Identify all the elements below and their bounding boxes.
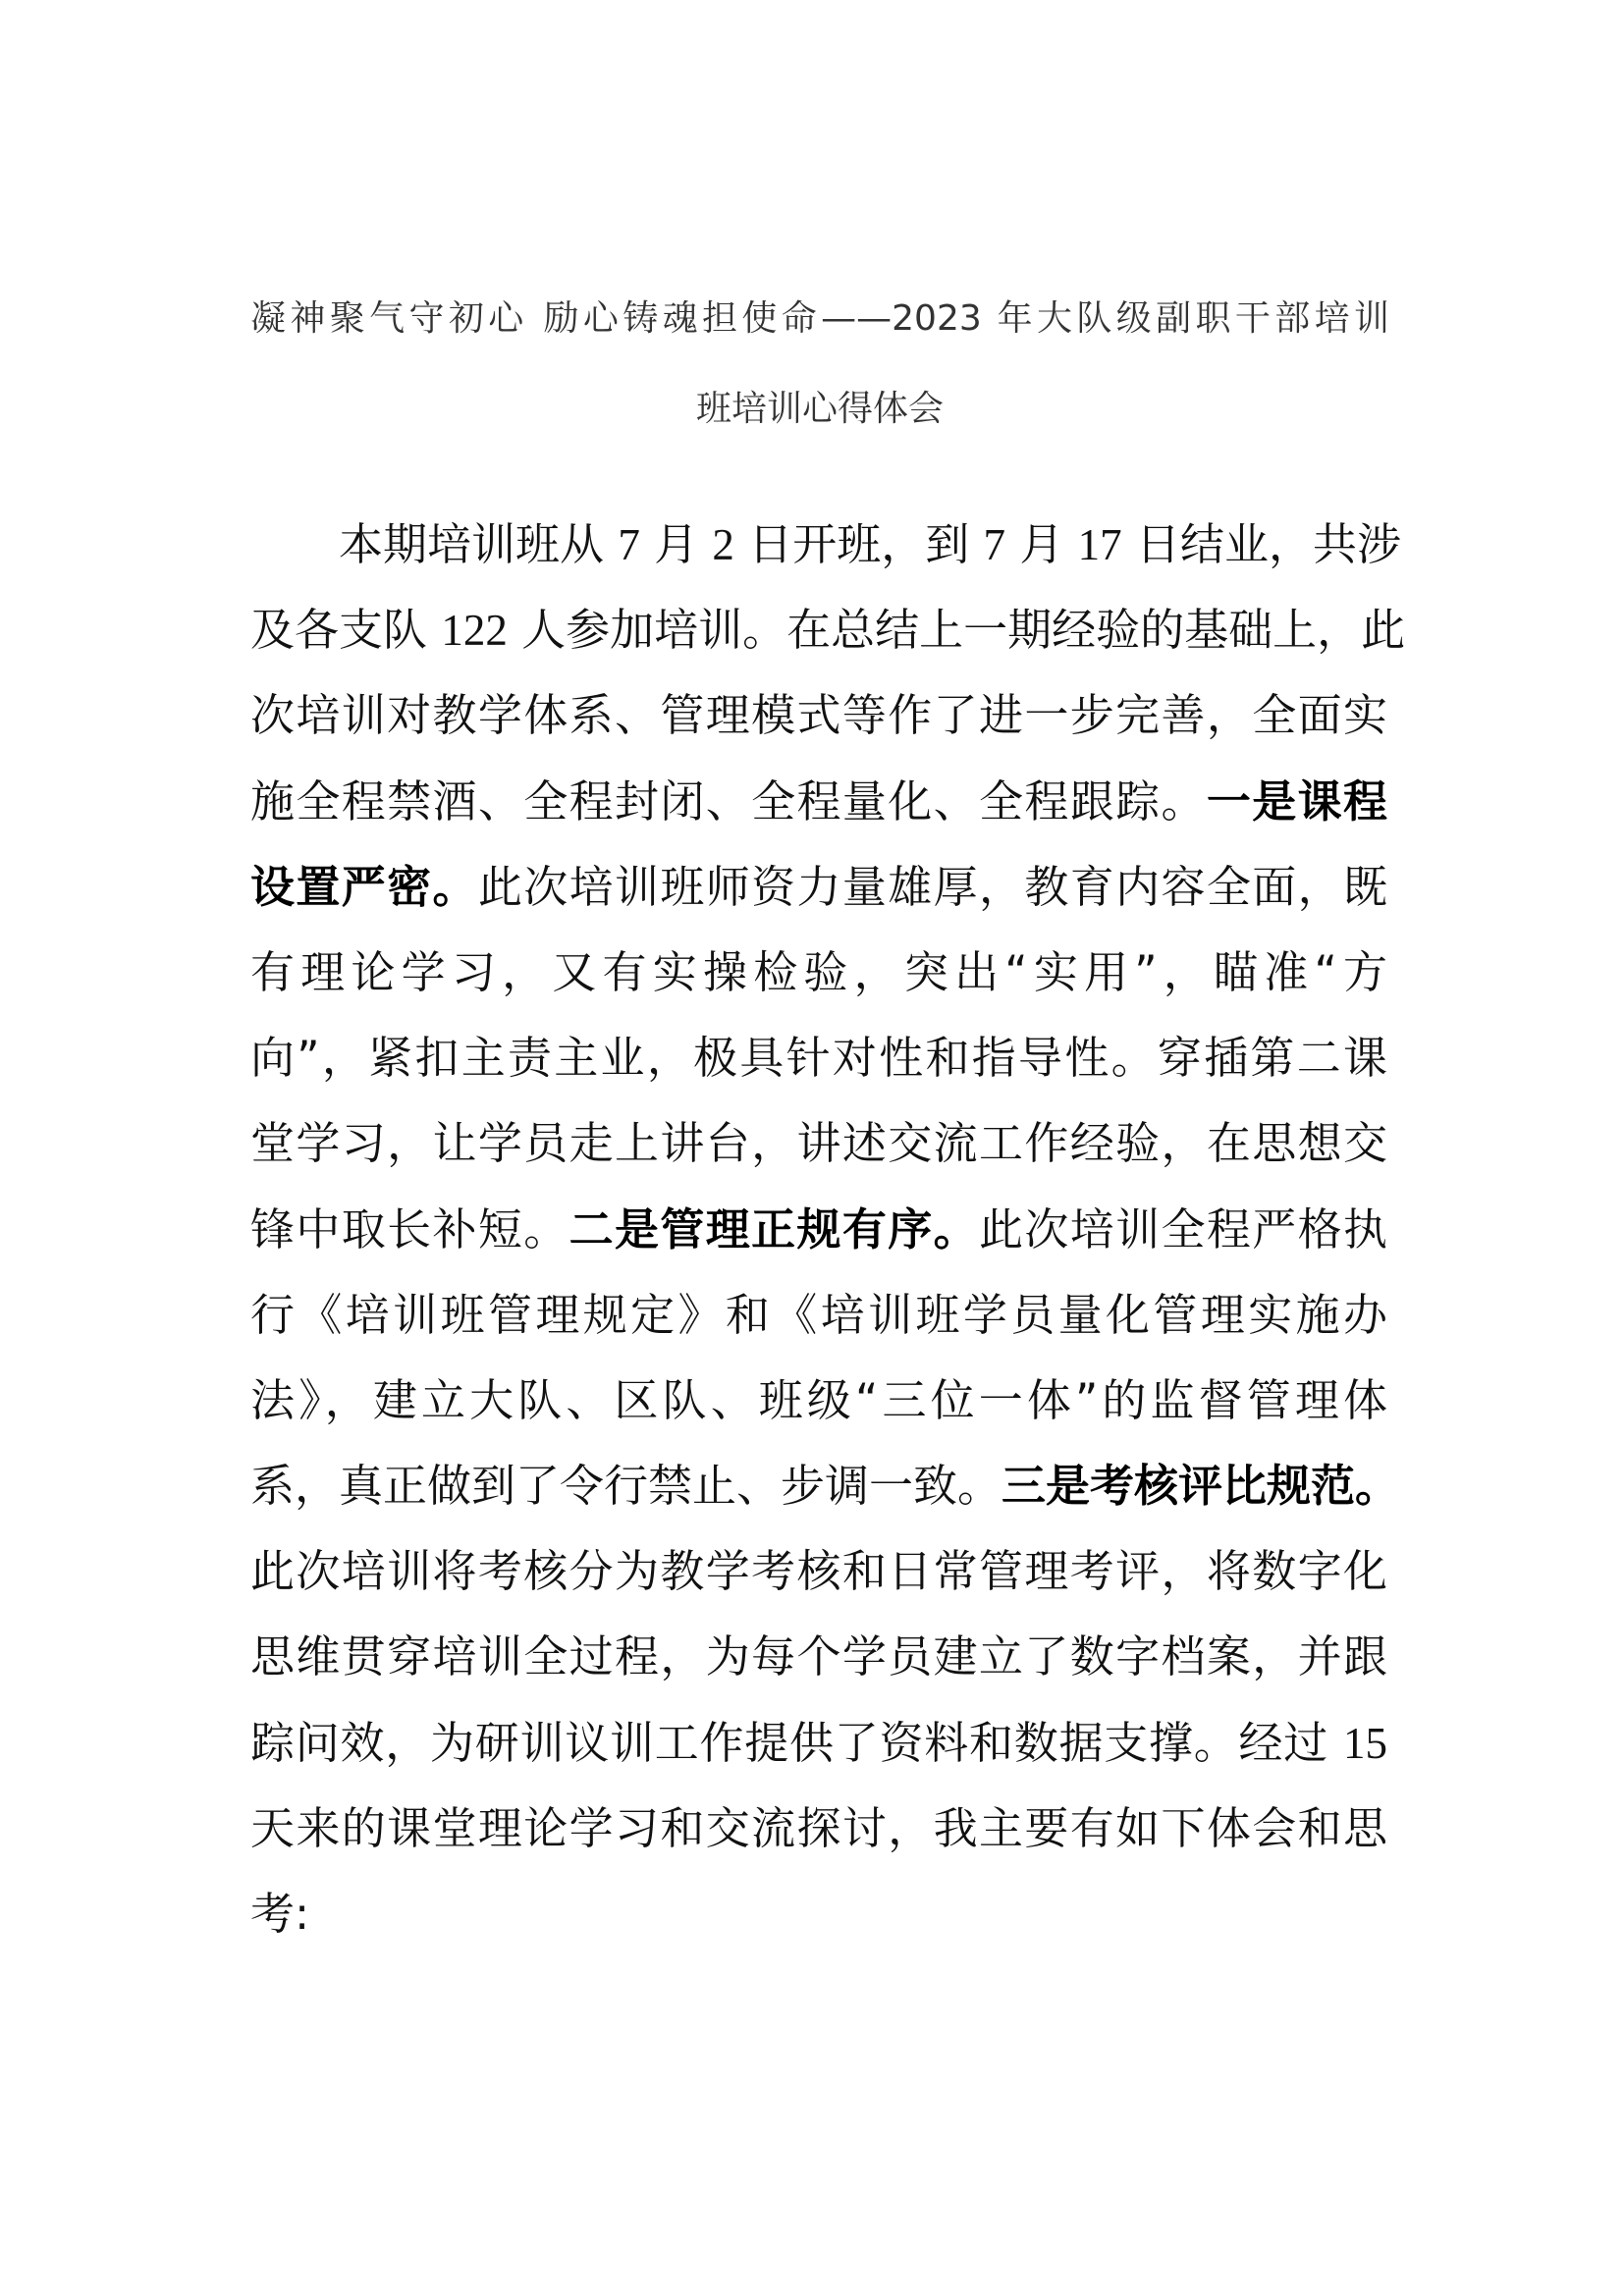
text-line bbox=[250, 1625, 1387, 1710]
bold-heading-text: 设置严密。 bbox=[250, 860, 478, 913]
text-line bbox=[250, 1026, 1387, 1111]
text-line bbox=[250, 1111, 1387, 1197]
body-text: 踪问效，为研训议训工作提供了资料和数据支撑。经过 15 bbox=[250, 1716, 1387, 1769]
text-line bbox=[250, 683, 1387, 769]
body-text: 思维贯穿培训全过程，为每个学员建立了数字档案，并跟 bbox=[250, 1630, 1387, 1683]
text-line bbox=[250, 1198, 1387, 1283]
body-text: 行《培训班管理规定》和《培训班学员量化管理实施办 bbox=[250, 1288, 1387, 1341]
body-text: 及各支队 122 人参加培训。在总结上一期经验的基础上，此 bbox=[250, 604, 1406, 657]
text-line bbox=[250, 598, 1406, 683]
body-text: 考: bbox=[250, 1888, 310, 1940]
bold-heading-text: 一是课程 bbox=[1206, 774, 1387, 828]
body-text: 本期培训班从 7 月 2 日开班，到 7 月 17 日结业，共涉 bbox=[339, 518, 1401, 570]
text-line bbox=[250, 512, 1401, 598]
text-line bbox=[250, 1882, 1387, 1967]
text-line bbox=[250, 1454, 1400, 1539]
text-line bbox=[250, 855, 1387, 940]
body-paragraph bbox=[250, 512, 1406, 1967]
body-text: 堂学习，让学员走上讲台，讲述交流工作经验，在思想交 bbox=[250, 1117, 1387, 1170]
document-title-line-1: 凝神聚气守初心 励心铸魂担使命——2023 年大队级副职干部培训 bbox=[250, 298, 1389, 339]
text-line bbox=[250, 1283, 1387, 1368]
body-text: 系，真正做到了令行禁止、步调一致。 bbox=[250, 1460, 1002, 1513]
text-line bbox=[250, 1711, 1387, 1796]
body-text: 法》，建立大队、区队、班级“三位一体”的监督管理体 bbox=[250, 1373, 1387, 1426]
body-text: 天来的课堂理论学习和交流探讨，我主要有如下体会和思 bbox=[250, 1801, 1387, 1854]
body-text: 施全程禁酒、全程封闭、全程量化、全程跟踪。 bbox=[250, 774, 1207, 828]
bold-heading-text: 二是管理正规有序。 bbox=[568, 1202, 979, 1255]
body-text: 向”，紧扣主责主业，极具针对性和指导性。穿插第二课 bbox=[250, 1032, 1387, 1085]
text-line bbox=[250, 940, 1387, 1026]
text-line bbox=[250, 1796, 1387, 1882]
text-line bbox=[250, 770, 1387, 855]
body-text: 次培训对教学体系、管理模式等作了进一步完善，全面实 bbox=[250, 689, 1387, 742]
document-title-line-2: 班培训心得体会 bbox=[695, 389, 944, 429]
body-text: 锋中取长补短。 bbox=[250, 1202, 569, 1255]
body-text: 此次培训将考核分为教学考核和日常管理考评，将数字化 bbox=[250, 1545, 1387, 1598]
text-line bbox=[250, 1368, 1387, 1454]
body-text: 有理论学习，又有实操检验，突出“实用”，瞄准“方 bbox=[250, 945, 1387, 998]
bold-heading-text: 三是考核评比规范。 bbox=[1001, 1460, 1400, 1513]
body-text: 此次培训班师资力量雄厚，教育内容全面，既 bbox=[477, 860, 1387, 913]
body-text: 此次培训全程严格执 bbox=[978, 1202, 1387, 1255]
text-line bbox=[250, 1539, 1387, 1625]
